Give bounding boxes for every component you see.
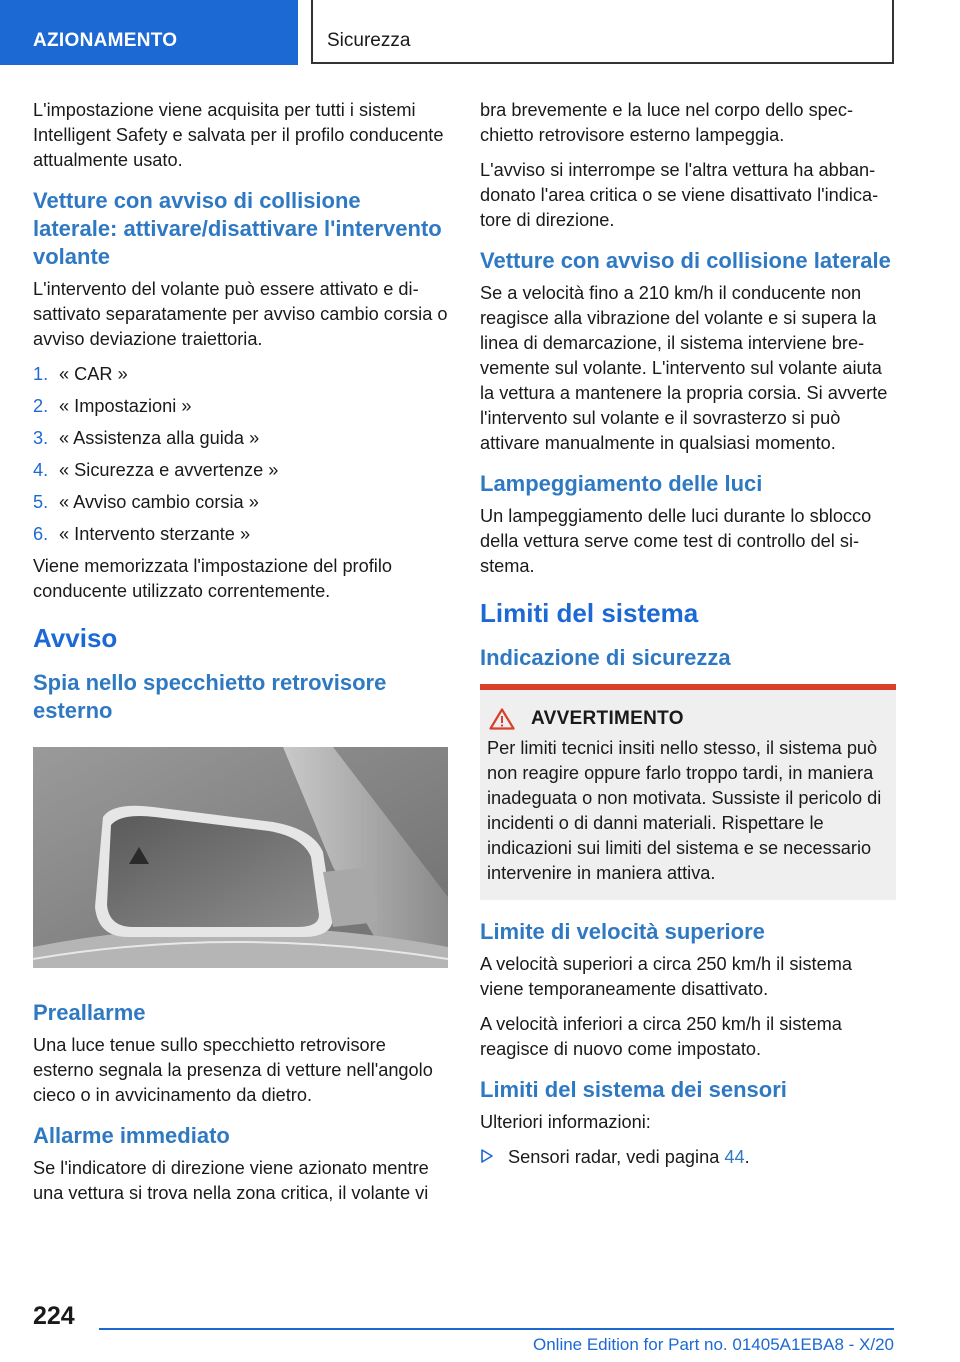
page-number: 224 (33, 1302, 75, 1330)
allarme-paragraph: Se l'indicatore di direzione viene azionato mentre una vettura si trova nella zona critica, il volante vi (33, 1158, 429, 1203)
speed-paragraph-2: A velocità inferiori a circa 250 km/h il sistema reagisce di nuovo come impostato. (480, 1014, 842, 1059)
preallarme-paragraph: Una luce tenue sullo specchietto retrovisore esterno segnala la presenza di vetture nell'angolo cieco o in avvicinamento da dietro. (33, 1035, 433, 1105)
heading-sensors: Limiti del sistema dei sensori (480, 1077, 787, 1102)
heading-avviso: Avviso (33, 623, 118, 653)
section-tab[interactable]: AZIONAMENTO (0, 0, 298, 65)
continuation-paragraph: bra brevemente e la luce nel corpo dello specchietto retrovisore esterno lampeggia. (480, 100, 854, 145)
chapter-tab[interactable]: Sicurezza (311, 0, 894, 64)
warning-triangle-icon (489, 708, 515, 730)
mirror-illustration (33, 747, 448, 968)
footer-edition: Online Edition for Part no. 01405A1EBA8 - X/20 (532, 1335, 894, 1354)
bullet-text-body: Sensori radar, vedi pagina (508, 1147, 725, 1167)
step-text: « CAR » (59, 364, 128, 384)
interrupt-paragraph: L'avviso si interrompe se l'altra vettura ha abbandonato l'area critica o se viene disattivato l'indicatore di direzione. (480, 160, 879, 230)
heading-safety: Indicazione di sicurezza (480, 645, 731, 670)
warning-title-text: AVVERTIMENTO (531, 708, 684, 729)
step-text: « Assistenza alla guida » (59, 428, 260, 448)
steps-list (33, 362, 449, 547)
step-text: « Sicurezza e avvertenze » (59, 460, 279, 480)
step-number: 4. (33, 460, 49, 480)
heading-collision: Vetture con avviso di collisione laterale (480, 248, 891, 273)
warning-title (487, 708, 888, 730)
sensors-paragraph: Ulteriori informazioni: (480, 1112, 651, 1132)
heading-limits: Limiti del sistema (480, 598, 699, 628)
heading-flash: Lampeggiamento delle luci (480, 471, 763, 496)
heading-mirror-indicator: Spia nello specchietto retrovisore esterno (33, 670, 387, 723)
step-number: 1. (33, 364, 49, 384)
stored-paragraph: Viene memorizzata l'impostazione del profilo conducente utilizzato correntemente. (33, 556, 392, 601)
intro-paragraph: L'impostazione viene acquisita per tutti i sistemi Intelligent Safety e salvata per il profilo conducente attualmente usato. (33, 100, 444, 170)
heading-allarme: Allarme immediato (33, 1123, 230, 1148)
speed-paragraph-1: A velocità superiori a circa 250 km/h il sistema viene temporaneamente disattivato. (480, 954, 852, 999)
list-item (480, 1145, 896, 1171)
step-number: 2. (33, 396, 49, 416)
flash-paragraph: Un lampeggiamento delle luci durante lo sblocco della vettura serve come test di controllo del sistema. (480, 506, 872, 576)
step-text: « Intervento sterzante » (59, 524, 251, 544)
step-number: 3. (33, 428, 49, 448)
list-item (33, 522, 449, 547)
step-text: « Avviso cambio corsia » (59, 492, 259, 512)
step-number: 6. (33, 524, 49, 544)
triangle-bullet-icon (480, 1145, 508, 1171)
page-link[interactable]: 44 (724, 1147, 745, 1167)
warning-paragraph: Per limiti tecnici insiti nello stesso, il sistema può non reagire oppure farlo troppo tardi, in maniera inadeguata o non motivata. Sussiste il pericolo di incidenti o di danni materiali. Rispettare le indicazioni sui limiti del sistema e se necessario intervenire in maniera attiva. (487, 738, 882, 883)
warning-box (480, 684, 896, 900)
collision-paragraph: Se a velocità fino a 210 km/h il conducente non reagisce alla vibrazione del volante e si supera la linea di demarcazione, il sistema interviene brevemente sul volante. L'intervento sul volante aiuta la vettura a mantenere la propria corsia. Si avverte l'intervento sul volante e il sovrasterzo si può attivare manualmente in qualsiasi momento. (480, 283, 888, 453)
footer-divider (99, 1328, 894, 1330)
list-item (33, 458, 449, 483)
list-item (33, 394, 449, 419)
list-item (33, 490, 449, 515)
step-text: « Impostazioni » (59, 396, 192, 416)
list-item (33, 426, 449, 451)
bullet-text (508, 1145, 750, 1170)
list-item (33, 362, 449, 387)
right-column (480, 98, 896, 1171)
heading-speed-limit: Limite di velocità superiore (480, 919, 765, 944)
bullet-end: . (744, 1147, 750, 1167)
heading-preallarme: Preallarme (33, 1000, 146, 1025)
heading-steering-intervention: Vetture con avviso di collisione laterale: attivare/disattivare l'intervento volante (33, 188, 442, 269)
left-column (33, 98, 449, 1216)
step-number: 5. (33, 492, 49, 512)
steering-paragraph: L'intervento del volante può essere attivato e disattivato separatamente per avviso cambio corsia o avviso deviazione traiettoria. (33, 279, 448, 349)
